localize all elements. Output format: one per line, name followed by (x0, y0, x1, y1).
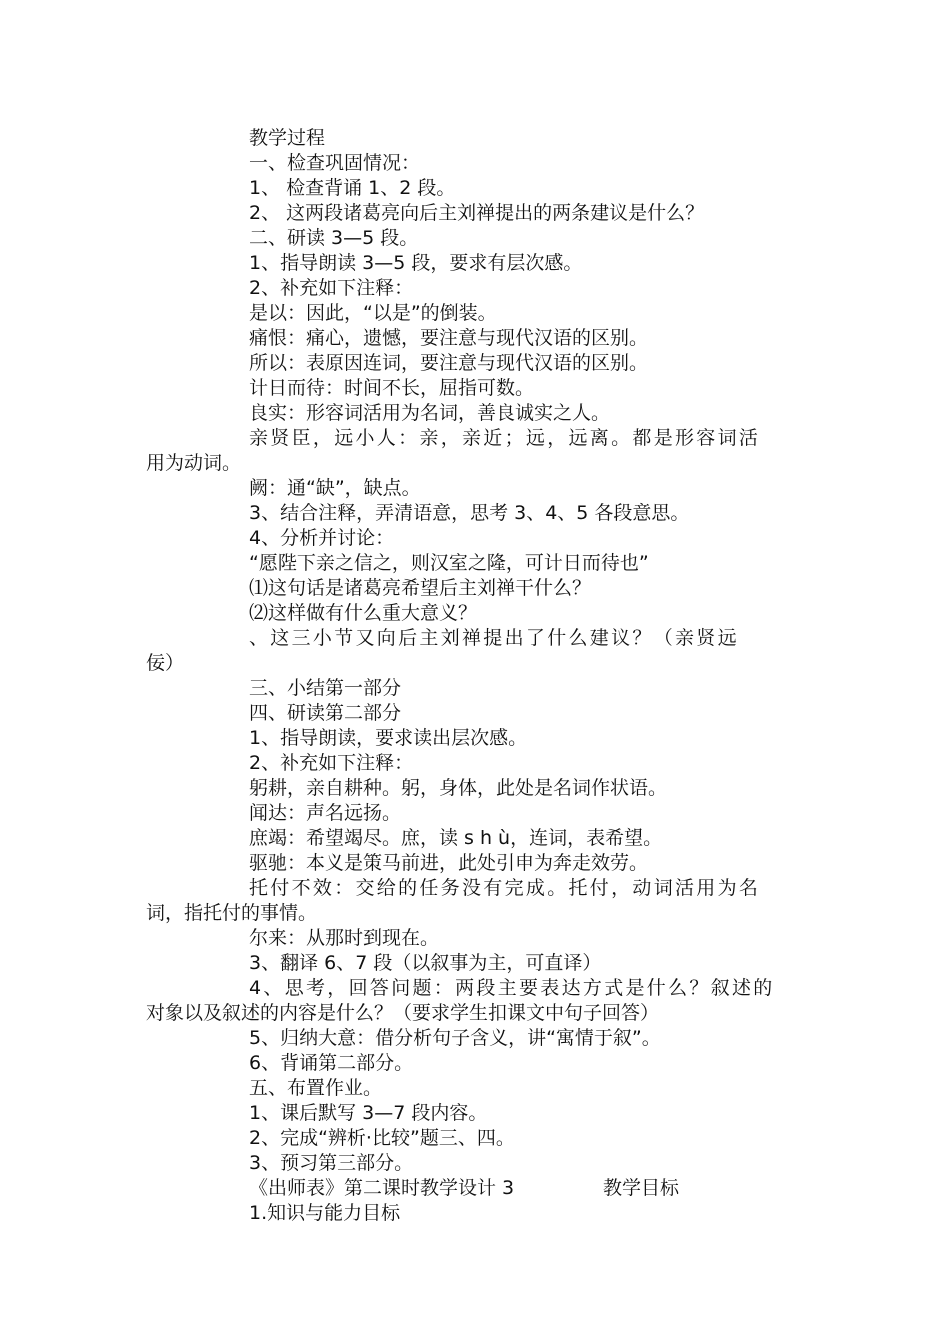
annotation-line-continued: 词，指托付的事情。 (146, 902, 318, 924)
homework-item: 1、课后默写 3—7 段内容。 (249, 1102, 488, 1124)
text-line: 1、指导朗读 3—5 段，要求有层次感。 (249, 252, 583, 274)
annotation-line: 躬耕，亲自耕种。躬，身体，此处是名词作状语。 (249, 777, 668, 799)
annotation-line: 亲贤臣，远小人：亲，亲近；远，远离。都是形容词活 (249, 427, 761, 449)
section-heading: 五、布置作业。 (249, 1077, 383, 1099)
annotation-line: 所以：表原因连词，要注意与现代汉语的区别。 (249, 352, 649, 374)
text-line: 2、 这两段诸葛亮向后主刘禅提出的两条建议是什么？ (249, 202, 705, 224)
annotation-line: 庶竭：希望竭尽。庶，读 s h ù，连词，表希望。 (249, 827, 663, 849)
annotation-line-continued: 用为动词。 (146, 452, 242, 474)
text-line: 2、补充如下注释： (249, 277, 414, 299)
text-line: 1、 检查背诵 1、2 段。 (249, 177, 456, 199)
annotation-line: 闻达：声名远扬。 (249, 802, 402, 824)
annotation-line: 痛恨：痛心，遗憾，要注意与现代汉语的区别。 (249, 327, 649, 349)
text-line: 2、补充如下注释： (249, 752, 414, 774)
annotation-line: 托付不效：交给的任务没有完成。托付，动词活用为名 (249, 877, 761, 899)
homework-item: 2、完成“辨析·比较”题三、四。 (249, 1127, 515, 1149)
text-line: 4、分析并讨论： (249, 527, 395, 549)
annotation-line: 驱驰：本义是策马前进，此处引申为奔走效劳。 (249, 852, 649, 874)
quote-line: “愿陛下亲之信之，则汉室之隆，可计日而待也” (249, 552, 649, 574)
lesson-design-title: 《出师表》第二课时教学设计 3 (249, 1177, 515, 1199)
text-line: 5、归纳大意：借分析句子含义，讲“寓情于叙”。 (249, 1027, 661, 1049)
text-line: 1、指导朗读，要求读出层次感。 (249, 727, 528, 749)
question-line: ⑵这样做有什么重大意义？ (249, 602, 478, 624)
question-line: 、这三小节又向后主刘禅提出了什么建议？（亲贤远 (249, 627, 739, 649)
annotation-line: 计日而待：时间不长，屈指可数。 (249, 377, 535, 399)
annotation-line: 良实：形容词活用为名词，善良诚实之人。 (249, 402, 611, 424)
annotation-line: 是以：因此，“以是”的倒装。 (249, 302, 497, 324)
question-line: ⑴这句话是诸葛亮希望后主刘禅干什么？ (249, 577, 592, 599)
text-line-continued: 对象以及叙述的内容是什么？（要求学生扣课文中句子回答） (146, 1002, 660, 1024)
annotation-line: 尔来：从那时到现在。 (249, 927, 440, 949)
heading-teaching-process: 教学过程 (249, 127, 326, 149)
goal-item: 1.知识与能力目标 (249, 1202, 401, 1224)
text-line: 4、思考，回答问题：两段主要表达方式是什么？叙述的 (249, 977, 775, 999)
section-heading: 一、检查巩固情况： (249, 152, 421, 174)
section-heading: 二、研读 3—5 段。 (249, 227, 419, 249)
question-line-continued: 佞） (146, 652, 185, 674)
text-line: 3、翻译 6、7 段（以叙事为主，可直译） (249, 952, 602, 974)
text-line: 6、背诵第二部分。 (249, 1052, 414, 1074)
text-line: 3、结合注释，弄清语意，思考 3、4、5 各段意思。 (249, 502, 690, 524)
heading-teaching-goals: 教学目标 (603, 1177, 680, 1199)
section-heading: 四、研读第二部分 (249, 702, 402, 724)
homework-item: 3、预习第三部分。 (249, 1152, 414, 1174)
section-heading: 三、小结第一部分 (249, 677, 402, 699)
annotation-line: 阙：通“缺”，缺点。 (249, 477, 421, 499)
